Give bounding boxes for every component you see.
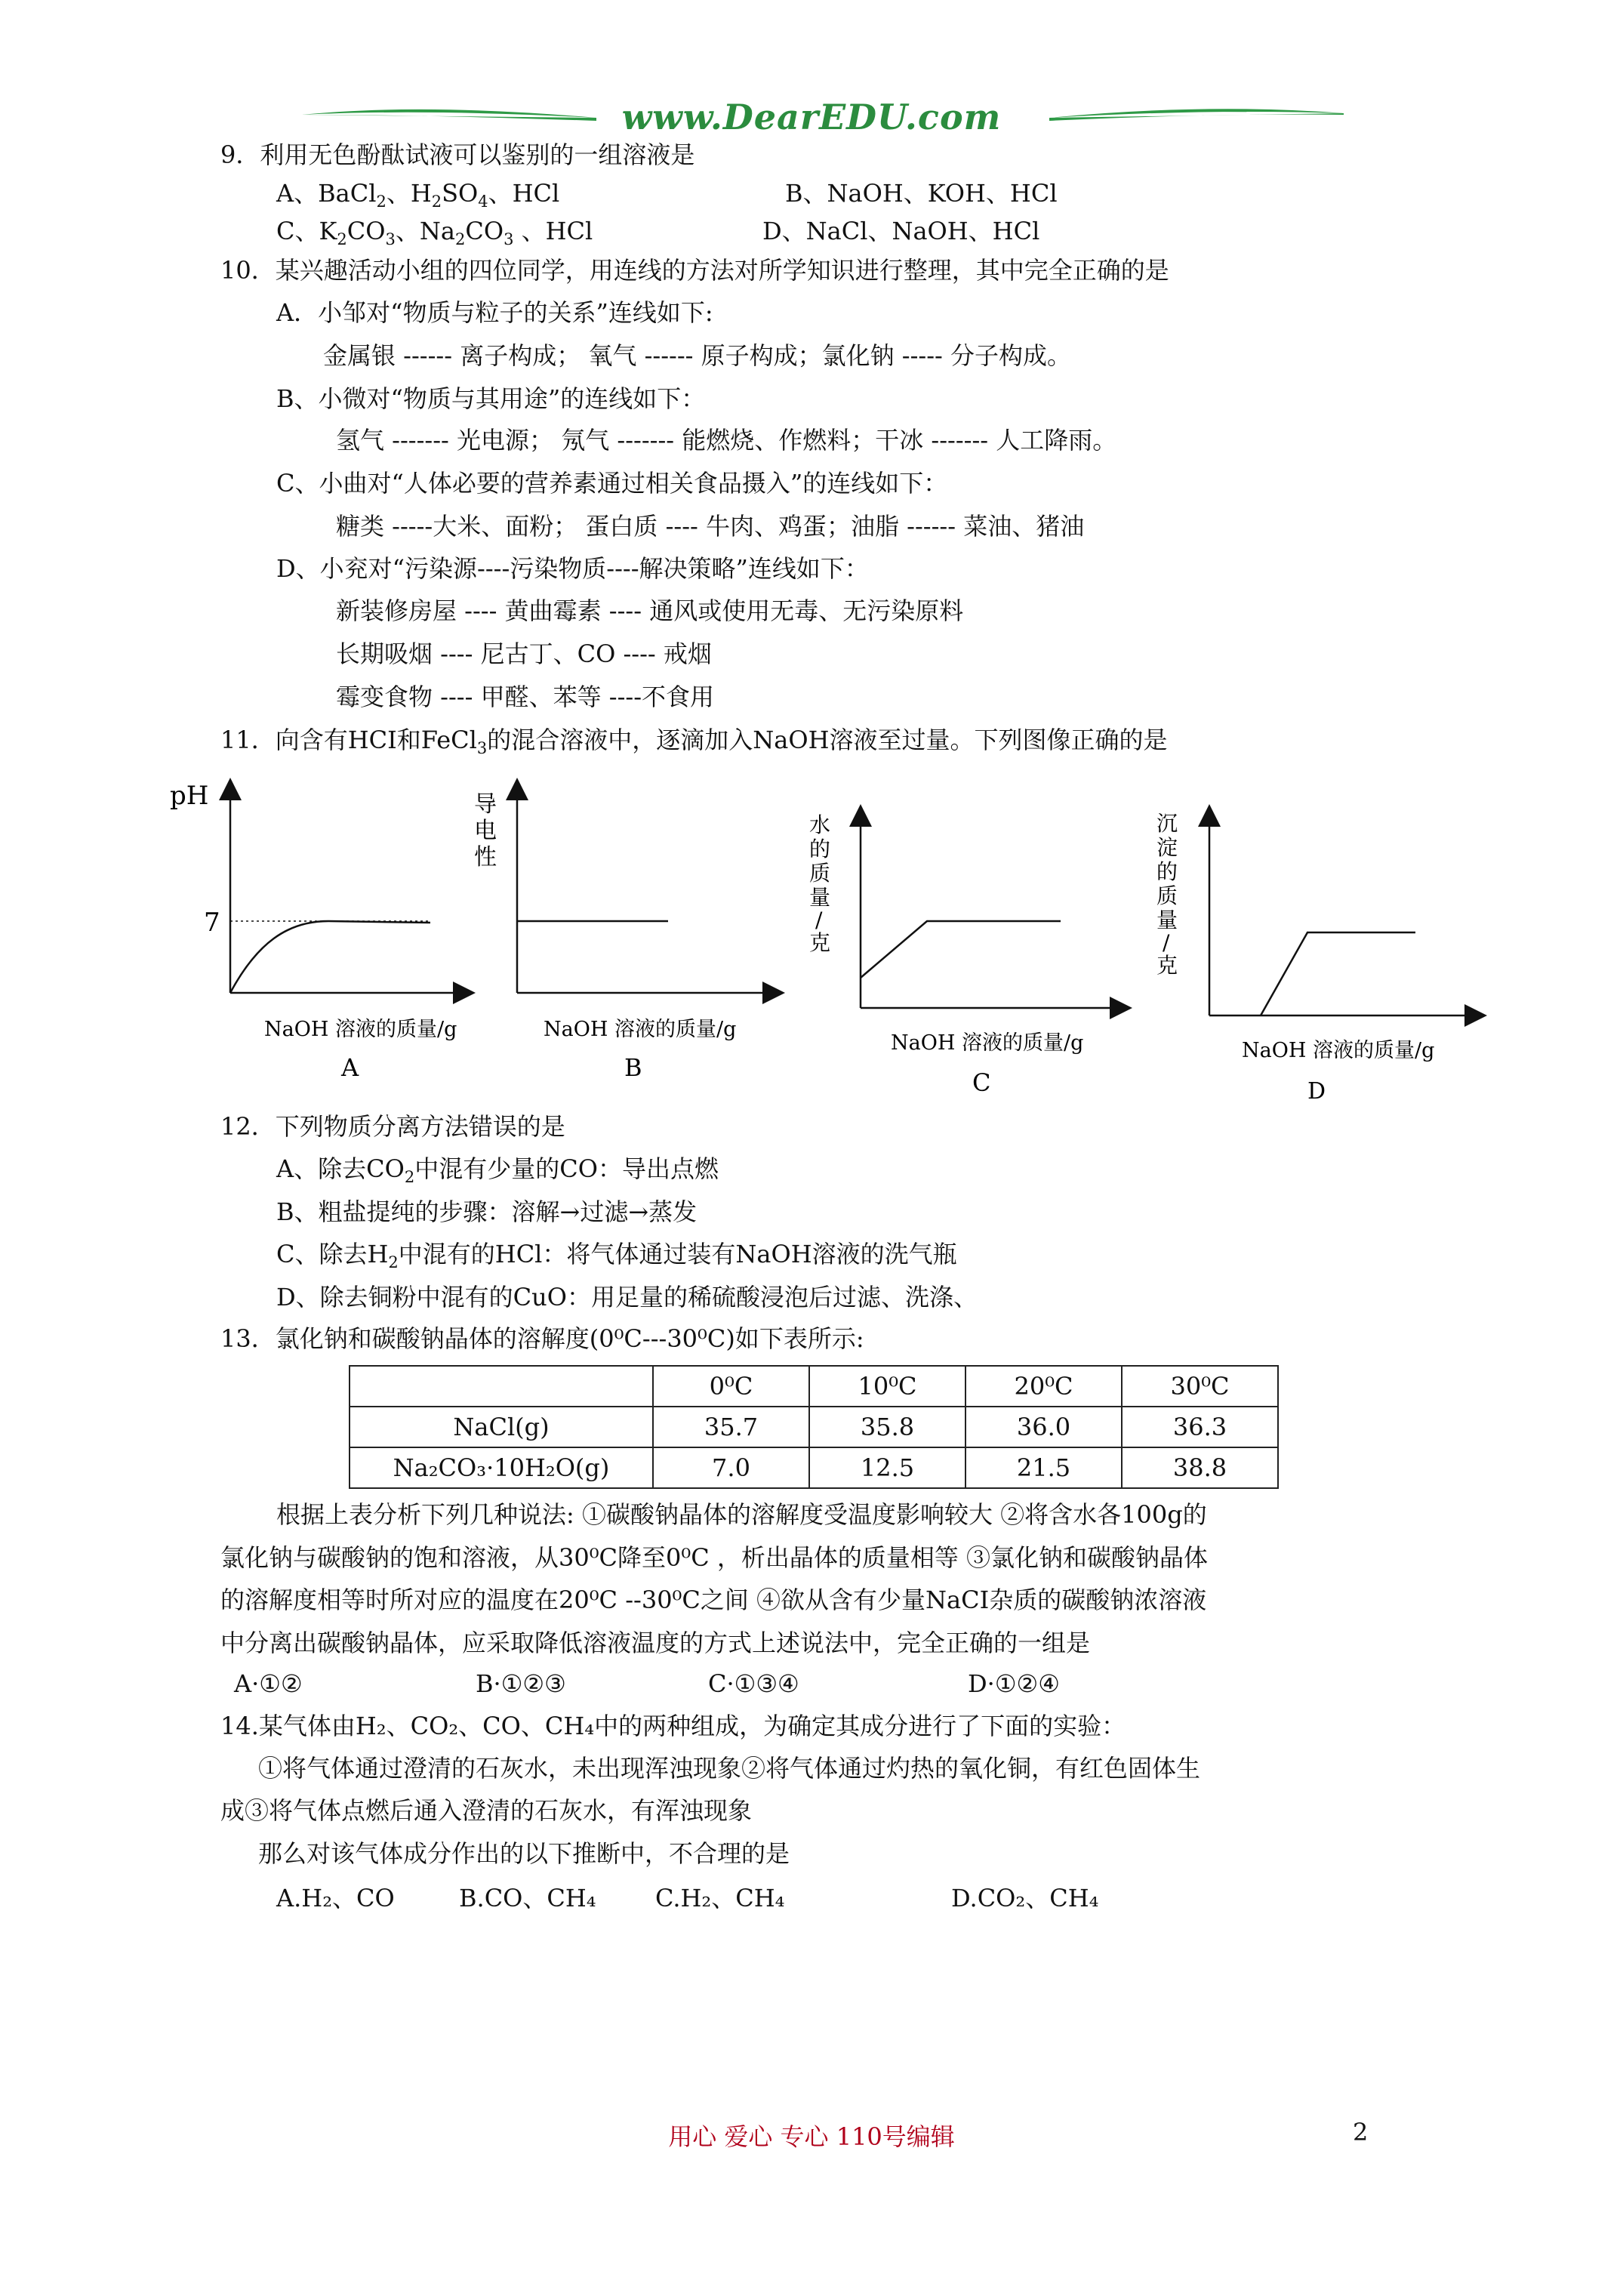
q14-option-c: C.H₂、CH₄ [655, 1884, 785, 1912]
q10-a-body: 金属银 ------ 离子构成； 氧气 ------ 原子构成；氯化钠 ----- 分子构成。 [323, 341, 1072, 370]
q10-d-line3: 霉变食物 ---- 甲醛、苯等 ----不食用 [336, 683, 715, 711]
chart-c-ylabel-4: 量 [809, 885, 831, 910]
q14-para-3: 那么对该气体成分作出的以下推断中，不合理的是 [258, 1839, 790, 1868]
q9-option-b: B、NaOH、KOH、HCl [785, 179, 1058, 208]
chart-d-ylabel-2: 淀 [1156, 835, 1178, 860]
chart-c-ylabel-5: / [815, 908, 823, 932]
chart-a-xlabel: NaOH 溶液的质量/g [264, 1018, 457, 1041]
chart-b-ylabel-2: 电 [474, 818, 497, 844]
chart-c-letter: C [972, 1068, 991, 1097]
chart-a-letter: A [341, 1053, 359, 1082]
q10-c-body: 糖类 -----大米、面粉； 蛋白质 ---- 牛肉、鸡蛋；油脂 ------ 菜油、猪油 [336, 512, 1085, 541]
table-header-cell [350, 1366, 653, 1407]
q13-para-2: 氯化钠与碳酸钠的饱和溶液，从30⁰C降至0⁰C ，析出晶体的质量相等 ③氯化钠和碳酸钠晶体 [220, 1543, 1209, 1572]
q14-stem: 14.某气体由H₂、CO₂、CO、CH₄中的两种组成，为确定其成分进行了下面的实验： [220, 1712, 1126, 1740]
chart-b-letter: B [624, 1053, 642, 1082]
q12-option-c: C、除去$H_2$中混有的HCl：将气体通过装有NaOH溶液的洗气瓶 [276, 1240, 957, 1271]
table-row-label: NaCl(g) [350, 1407, 653, 1447]
chart-d-ylabel-3: 的 [1156, 859, 1178, 884]
table-row-label: Na₂CO₃·10H₂O(g) [350, 1447, 653, 1488]
q12-option-b: B、粗盐提纯的步骤：溶解→过滤→蒸发 [276, 1197, 698, 1226]
table-cell: 35.8 [809, 1407, 965, 1447]
footer-text: 用心 爱心 专心 110号编辑 [668, 2122, 955, 2151]
q14-para-1: ①将气体通过澄清的石灰水，未出现浑浊现象②将气体通过灼热的氧化铜，有红色固体生 [258, 1754, 1201, 1783]
q13-option-c: C·①③④ [708, 1669, 799, 1698]
table-header-cell: 10⁰C [809, 1366, 965, 1407]
q10-c-title: C、小曲对“人体必要的营养素通过相关食品摄入”的连线如下： [276, 469, 948, 498]
chart-b [453, 778, 785, 1095]
q9-option-c: C、$K_2CO_3$、$Na_2CO_3$ 、HCl [276, 217, 593, 248]
q14-option-d: D.CO₂、CH₄ [951, 1884, 1099, 1912]
table-cell: 36.0 [965, 1407, 1122, 1447]
q13-para-1: 根据上表分析下列几种说法: ①碳酸钠晶体的溶解度受温度影响较大 ②将含水各100g的 [276, 1500, 1207, 1529]
chart-a-ylabel: pH [170, 781, 209, 811]
chart-c-ylabel-6: 克 [809, 930, 831, 955]
q10-a-title: A．小邹对“物质与粒子的关系”连线如下: [276, 298, 713, 327]
q13-para-3: 的溶解度相等时所对应的温度在20⁰C --30⁰C之间 ④欲从含有少量NaCI杂质的碳酸钠浓溶液 [220, 1586, 1207, 1614]
q10-stem: 10．某兴趣活动小组的四位同学，用连线的方法对所学知识进行整理，其中完全正确的是 [220, 256, 1169, 285]
table-cell: 36.3 [1122, 1407, 1278, 1447]
chart-b-ylabel-3: 性 [474, 844, 497, 871]
chart-c-ylabel-2: 的 [809, 837, 831, 861]
q14-para-2: 成③将气体点燃后通入澄清的石灰水，有浑浊现象 [220, 1796, 753, 1825]
table-header-cell: 30⁰C [1122, 1366, 1278, 1407]
q9-option-d: D、NaCl、NaOH、HCl [762, 217, 1040, 245]
chart-a [166, 778, 483, 1095]
chart-a-curve [230, 921, 430, 993]
chart-d-ylabel-5: 量 [1156, 908, 1178, 932]
table-header-cell: 20⁰C [965, 1366, 1122, 1407]
solubility-table [349, 1365, 1279, 1489]
table-cell: 7.0 [653, 1447, 809, 1488]
q10-b-body: 氢气 ------- 光电源； 氖气 ------- 能燃烧、作燃料；干冰 ------- 人工降雨。 [336, 426, 1117, 455]
q11-stem: 11．向含有HCI和FeCl$_3$的混合溶液中，逐滴加入NaOH溶液至过量。下列图像正确的是 [220, 726, 1168, 757]
q12-option-d: D、除去铜粉中混有的CuO：用足量的稀硫酸浸泡后过滤、洗涤、 [276, 1283, 978, 1311]
q10-d-title: D、小兖对“污染源----污染物质----解决策略”连线如下： [276, 554, 869, 583]
table-row [350, 1407, 1278, 1447]
chart-c-ylabel-3: 质 [809, 861, 831, 886]
q14-option-a: A.H₂、CO [276, 1884, 395, 1912]
q10-b-title: B、小微对“物质与其用途”的连线如下： [276, 384, 706, 413]
q13-option-a: A·①② [234, 1669, 303, 1698]
chart-b-xlabel: NaOH 溶液的质量/g [544, 1018, 737, 1041]
chart-b-ylabel-1: 导 [474, 791, 497, 818]
q14-option-b: B.CO、CH₄ [459, 1884, 596, 1912]
chart-d-xlabel: NaOH 溶液的质量/g [1242, 1039, 1435, 1062]
table-cell: 21.5 [965, 1447, 1122, 1488]
q10-d-line1: 新装修房屋 ---- 黄曲霉素 ---- 通风或使用无毒、无污染原料 [336, 596, 964, 625]
q13-option-d: D·①②④ [968, 1669, 1060, 1698]
chart-c-xlabel: NaOH 溶液的质量/g [891, 1031, 1084, 1055]
page-number: 2 [1353, 2118, 1369, 2147]
chart-c-ylabel-1: 水 [809, 812, 831, 837]
table-header-row [350, 1366, 1278, 1407]
table-cell: 38.8 [1122, 1447, 1278, 1488]
chart-d [1140, 804, 1487, 1121]
site-logo: www.DearEDU.com [621, 97, 1002, 137]
q13-option-b: B·①②③ [476, 1669, 566, 1698]
chart-c [800, 800, 1132, 1117]
chart-d-ylabel-1: 沉 [1156, 811, 1178, 836]
table-cell: 12.5 [809, 1447, 965, 1488]
chart-d-ylabel-6: / [1163, 930, 1170, 955]
q12-stem: 12．下列物质分离方法错误的是 [220, 1112, 565, 1141]
table-cell: 35.7 [653, 1407, 809, 1447]
chart-c-line [861, 921, 1061, 978]
chart-a-ytick: 7 [204, 908, 220, 938]
table-row [350, 1447, 1278, 1488]
q12-option-a: A、除去$CO_2$中混有少量的CO：导出点燃 [276, 1154, 719, 1186]
q13-para-4: 中分离出碳酸钠晶体，应采取降低溶液温度的方式上述说法中，完全正确的一组是 [220, 1629, 1091, 1657]
q9-stem: 9．利用无色酚酞试液可以鉴别的一组溶液是 [220, 140, 695, 169]
q9-option-a: A、BaCl$_2$、$H_2SO_4$、HCl [276, 179, 560, 211]
chart-d-line [1261, 932, 1415, 1015]
q13-stem: 13．氯化钠和碳酸钠晶体的溶解度(0⁰C---30⁰C)如下表所示: [220, 1324, 864, 1353]
q10-d-line2: 长期吸烟 ---- 尼古丁、CO ---- 戒烟 [336, 639, 712, 668]
chart-d-letter: D [1307, 1078, 1326, 1105]
chart-d-ylabel-7: 克 [1156, 953, 1178, 978]
chart-d-ylabel-4: 质 [1156, 883, 1178, 908]
table-header-cell: 0⁰C [653, 1366, 809, 1407]
